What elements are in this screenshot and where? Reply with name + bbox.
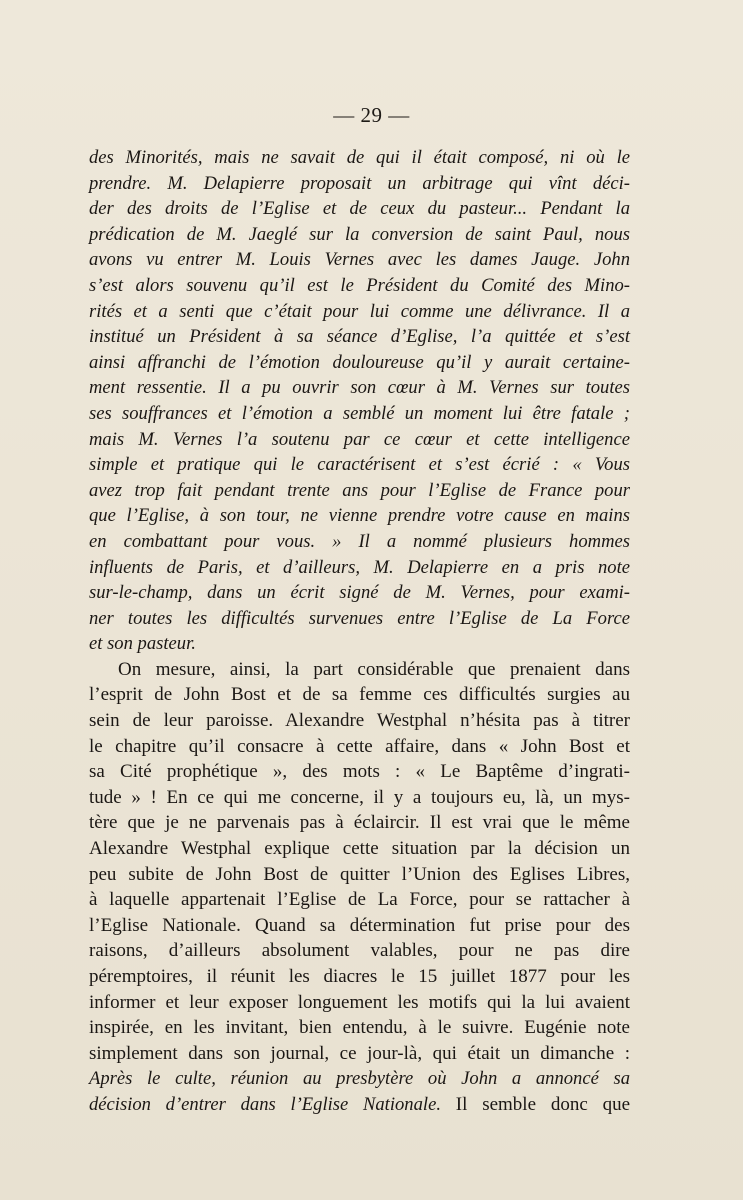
text-line: péremptoires, il réunit les diacres le 15 juillet 1877 pour les (89, 966, 630, 987)
text-line: On mesure, ainsi, la part considérable que prenaient dans (118, 658, 630, 680)
text-line: à laquelle appartenait l’Eglise de La Force, pour se rattacher à (89, 889, 630, 911)
text-line: influents de Paris, et d’ailleurs, M. Delapierre en a pris note (89, 556, 630, 578)
text-line: ner toutes les difficultés survenues entre l’Eglise de La Force (89, 607, 630, 629)
text-line: s’est alors souvenu qu’il est le Président du Comité des Mino- (89, 274, 630, 296)
text-line: l’Eglise Nationale. Quand sa détermination fut prise pour des (89, 914, 630, 936)
text-line: tère que je ne parvenais pas à éclaircir. Il est vrai que le même (89, 812, 630, 834)
text-line: le chapitre qu’il consacre à cette affaire, dans « John Bost et (89, 735, 630, 757)
text-line: sein de leur paroisse. Alexandre Westphal n’hésita pas à titrer (89, 710, 630, 732)
text-line: raisons, d’ailleurs absolument valables, pour ne pas dire (89, 940, 630, 962)
text-line: prédication de M. Jaeglé sur la conversion de saint Paul, nous (89, 223, 630, 245)
text-line: et son pasteur. (89, 633, 196, 655)
text-line: sur-le-champ, dans un écrit signé de M. Vernes, pour exami- (89, 582, 630, 604)
text-line: sa Cité prophétique », des mots : « Le Baptême d’ingrati- (89, 761, 630, 783)
body-text (89, 145, 630, 1118)
text-line: avez trop fait pendant trente ans pour l’Eglise de France pour (89, 479, 630, 501)
text-line: der des droits de l’Eglise et de ceux du pasteur... Pendant la (89, 198, 630, 220)
text-line: ainsi affranchi de l’émotion douloureuse qu’il y aurait certaine- (89, 351, 630, 373)
text-line: simple et pratique qui le caractérisent et s’est écrié : « Vous (89, 454, 630, 476)
text-line: prendre. M. Delapierre proposait un arbitrage qui vînt déci- (89, 172, 630, 194)
text-line: en combattant pour vous. » Il a nommé plusieurs hommes (89, 530, 630, 552)
text-line: avons vu entrer M. Louis Vernes avec les dames Jauge. John (89, 249, 630, 271)
quoted-italic-text: Après le culte, réunion au presbytère où John a annoncé sa (89, 1068, 630, 1090)
text-line: que l’Eglise, à son tour, ne vienne prendre votre cause en mains (89, 505, 630, 527)
text-line: ment ressentie. Il a pu ouvrir son cœur à M. Vernes sur toutes (89, 377, 630, 399)
text-line: inspirée, en les invitant, bien entendu, à le suivre. Eugénie note (89, 1017, 630, 1039)
text-line: rités et a senti que c’était pour lui comme une délivrance. Il a (89, 300, 630, 322)
text-line: l’esprit de John Bost et de sa femme ces difficultés surgies au (89, 684, 630, 706)
text-line: ses souffrances et l’émotion a semblé un moment lui être fatale ; (89, 402, 630, 424)
text-line: peu subite de John Bost de quitter l’Union des Eglises Libres, (89, 863, 630, 885)
text-line: des Minorités, mais ne savait de qui il était composé, ni où le (89, 147, 630, 168)
quoted-italic-text: décision d’entrer dans l’Eglise Nationale. (89, 1093, 441, 1115)
text-line: simplement dans son journal, ce jour-là, qui était un dimanche : (89, 1042, 630, 1064)
text-line (89, 1066, 630, 1092)
text-line: institué un Président à sa séance d’Eglise, l’a quittée et s’est (89, 326, 630, 348)
text-line: Alexandre Westphal explique cette situation par la décision un (89, 838, 630, 860)
text-line (89, 1092, 630, 1118)
text-line: mais M. Vernes l’a soutenu par ce cœur et cette intelligence (89, 428, 630, 450)
roman-text: Il semble donc que (440, 1093, 631, 1115)
page-number: — 29 — (333, 103, 410, 127)
text-line: informer et leur exposer longuement les motifs qui la lui avaient (89, 991, 630, 1013)
text-line: tude » ! En ce qui me concerne, il y a toujours eu, là, un mys- (89, 786, 630, 808)
